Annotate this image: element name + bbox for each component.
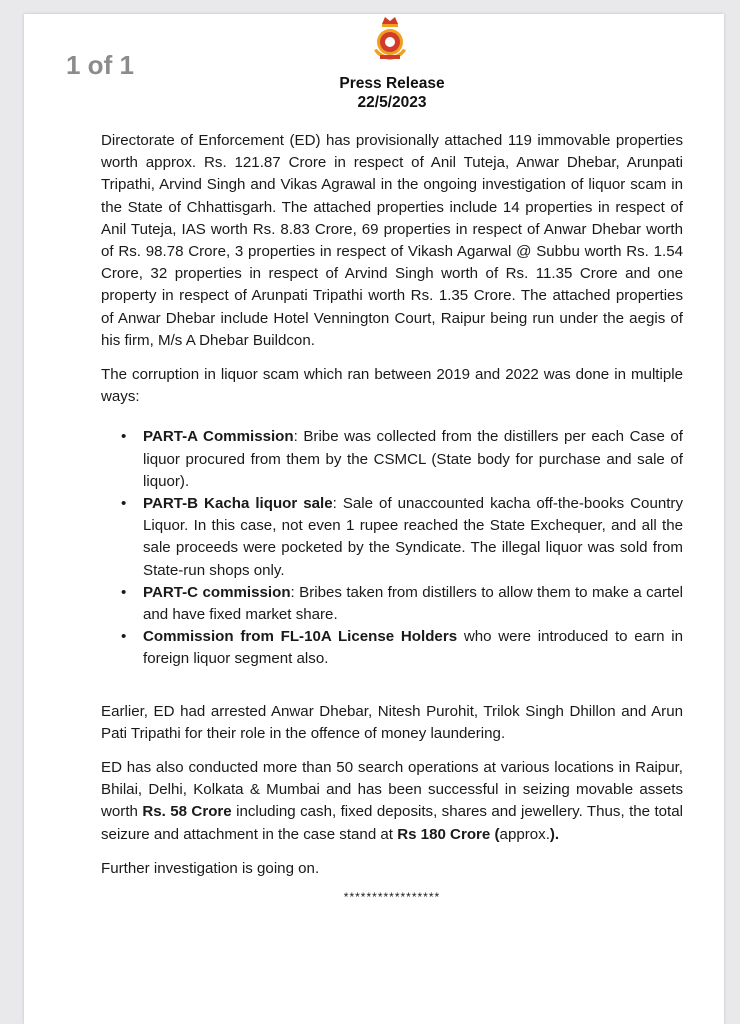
paragraph-corruption-intro: The corruption in liquor scam which ran between 2019 and 2022 was done in multiple ways: (101, 366, 683, 406)
list-item-bold: PART-A Commission (143, 428, 294, 446)
seizure-amount: Rs. 58 Crore (142, 803, 232, 821)
end-of-release-stars: ***************** (343, 890, 441, 905)
list-item-bold: PART-B Kacha liquor sale (143, 495, 333, 513)
bullet-dot-icon: • (121, 583, 127, 601)
list-item (121, 626, 683, 670)
list-item-text: : Sale of unaccounted kacha off-the-books Country Liquor. In this case, not even 1 rupee reached the State Exchequer, and all the sale proceeds were pocketed by the Syndicate. The illegal liquor was sold from State-run shops only. (143, 495, 684, 579)
list-item-bold: PART-C commission (143, 583, 291, 601)
corruption-methods-list (101, 426, 683, 670)
paragraph-further-investigation: Further investigation is going on. (101, 859, 320, 877)
searches-text-1: ED has also conducted more than 50 search operations at various locations in Raipur, Bhilai, Delhi, Kolkata & Mumbai and has been successful in seizing movable assets worth (101, 759, 683, 821)
bullet-dot-icon: • (121, 428, 127, 446)
list-item (121, 426, 683, 493)
list-item (121, 582, 683, 626)
page-indicator: 1 of 1 (66, 50, 134, 80)
total-amount: Rs 180 Crore ( (397, 825, 500, 843)
header-date: 22/5/2023 (357, 94, 427, 111)
paragraph-arrests: Earlier, ED had arrested Anwar Dhebar, Nitesh Purohit, Trilok Singh Dhillon and Arun Pati Tripathi for their role in the offence of money laundering. (101, 702, 683, 742)
list-item-text: : Bribe was collected from the distillers per each Case of liquor procured from them by the CSMCL (State body for purchase and sale of liquor). (143, 428, 683, 490)
bullet-dot-icon: • (121, 628, 127, 646)
paragraph-searches (101, 757, 683, 846)
list-item (121, 493, 684, 582)
list-item-text: : Bribes taken from distillers to allow them to make a cartel and have fixed market share. (143, 583, 683, 624)
bullet-dot-icon: • (121, 495, 127, 513)
closing-paren: ). (549, 825, 560, 843)
list-item-bold: Commission from FL-10A License Holders (143, 628, 458, 646)
header-title: Press Release (339, 75, 445, 92)
document-body (101, 130, 683, 908)
paragraph-attachment: Directorate of Enforcement (ED) has provisionally attached 119 immovable properties worth approx. Rs. 121.87 Crore in respect of Anil Tuteja, Anwar Dhebar, Arunpati Tripathi, Arvind Singh and Vikas Agrawal in the ongoing investigation of liquor scam in the State of Chhattisgarh. The attached properties include 14 properties in respect of Anil Tuteja, IAS worth Rs. 8.83 Crore, 69 properties in respect of Anwar Dhebar worth of Rs. 98.78 Crore, 3 properties in respect of Vikash Agarwal @ Subbu worth Rs. 1.54 Crore, 32 properties in respect of Arvind Singh worth of Rs. 11.35 Crore and one property in respect of Arunpati Tripathi worth Rs. 1.35 Crore. The attached properties of Anwar Dhebar include Hotel Vennington Court, Raipur being run under the aegis of his firm, M/s A Dhebar Buildcon. (101, 132, 683, 349)
press-release-header (0, 74, 740, 112)
enforcement-directorate-emblem-icon (368, 14, 412, 62)
approx-text: approx. (499, 825, 550, 843)
list-item-text: who were introduced to earn in foreign liquor segment also. (143, 628, 683, 668)
searches-text-2: including cash, fixed deposits, shares and jewellery. Thus, the total seizure and attachment in the case stand at (101, 803, 683, 843)
